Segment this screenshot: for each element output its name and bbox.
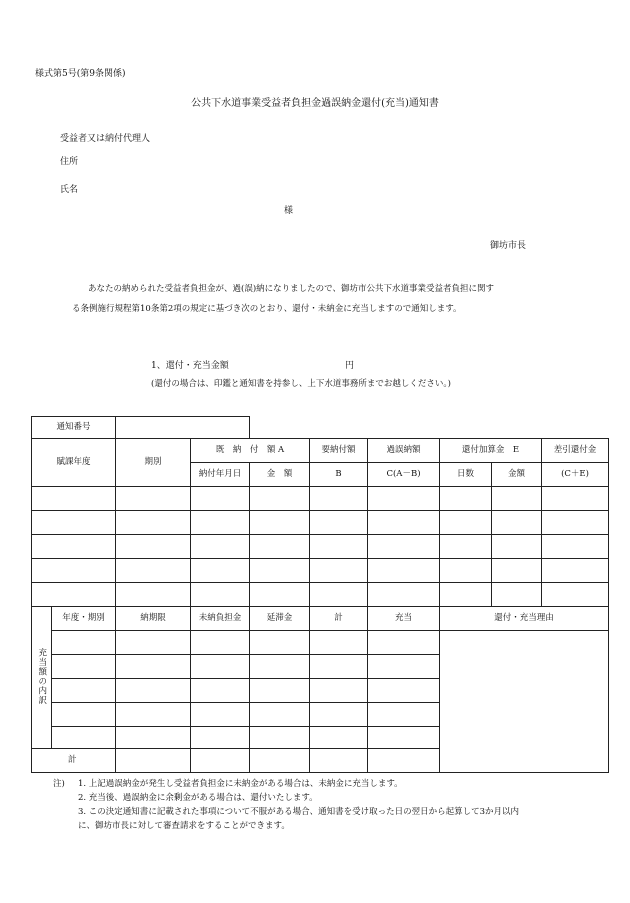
ce-formula-header: (C＋E): [542, 463, 609, 487]
table-row: [32, 559, 609, 583]
days-header: 日数: [440, 463, 492, 487]
amount2-header: 金額: [492, 463, 542, 487]
issuer: 御坊市長: [490, 241, 527, 251]
body-line-1: あなたの納められた受益者負担金が、過(誤)納になりましたので、御坊市公共下水道事業受益者負担に関す: [88, 284, 494, 294]
overpaid-header: 過誤納額: [368, 439, 440, 463]
notes-label: 注): [53, 779, 65, 789]
year-period-header: 年度・期別: [52, 607, 116, 631]
note-3: 3. この決定通知書に記載された事項について不服がある場合、通知書を受け取った日の翌日から起算して3か月以内: [78, 807, 520, 817]
applied-header: 充当: [368, 607, 440, 631]
period-header: 期別: [116, 439, 191, 487]
net-refund-header: 差引還付金: [542, 439, 609, 463]
section1-unit: 円: [345, 361, 355, 371]
reason-header: 還付・充当理由: [440, 607, 609, 631]
amount-header: 金 額: [250, 463, 310, 487]
honorific: 様: [284, 206, 294, 216]
notice-no-label: 通知番号: [32, 417, 116, 439]
note-2: 2. 充当後、過誤納金に余剰金がある場合は、還付いたします。: [78, 793, 318, 803]
refund-table: [31, 416, 609, 607]
note-1: 1. 上記過誤納金が発生し受益者負担金に未納金がある場合は、未納金に充当します。: [78, 779, 403, 789]
refund-add-header: 還付加算金 E: [440, 439, 542, 463]
table-row: [32, 535, 609, 559]
fiscal-year-header: 賦課年度: [32, 439, 116, 487]
section1-label: 1、還付・充当金額: [151, 361, 229, 371]
recipient-label: 受益者又は納付代理人: [60, 134, 151, 144]
sum-label: 計: [32, 749, 116, 773]
b-header: B: [310, 463, 368, 487]
form-id: 様式第5号(第9条関係): [35, 69, 126, 79]
page-title: 公共下水道事業受益者負担金過誤納金還付(充当)通知書: [191, 98, 439, 109]
table-row: [32, 631, 609, 655]
name-label: 氏名: [60, 185, 79, 195]
note-3-cont: に、御坊市長に対して審査請求をすることができます。: [78, 821, 290, 831]
paid-amount-header: 既 納 付 額 A: [191, 439, 310, 463]
side-label: 充当額の内訳: [32, 607, 52, 749]
due-date-header: 納期限: [116, 607, 191, 631]
c-formula-header: C(A－B): [368, 463, 440, 487]
required-amount-header: 要納付額: [310, 439, 368, 463]
notice-no-value: [116, 417, 250, 439]
table-row: [32, 511, 609, 535]
paid-date-header: 納付年月日: [191, 463, 250, 487]
body-line-2: る条例施行規程第10条第2項の規定に基づき次のとおり、還付・未納金に充当しますので通知します。: [72, 304, 462, 314]
allocation-table: [31, 606, 609, 773]
unpaid-header: 未納負担金: [191, 607, 250, 631]
late-fee-header: 延滞金: [250, 607, 310, 631]
section1-note: (還付の場合は、印鑑と通知書を持参し、上下水道事務所までお越しください。): [151, 379, 451, 389]
table-row: [32, 583, 609, 607]
total-header: 計: [310, 607, 368, 631]
table-row: [32, 487, 609, 511]
address-label: 住所: [60, 157, 79, 167]
